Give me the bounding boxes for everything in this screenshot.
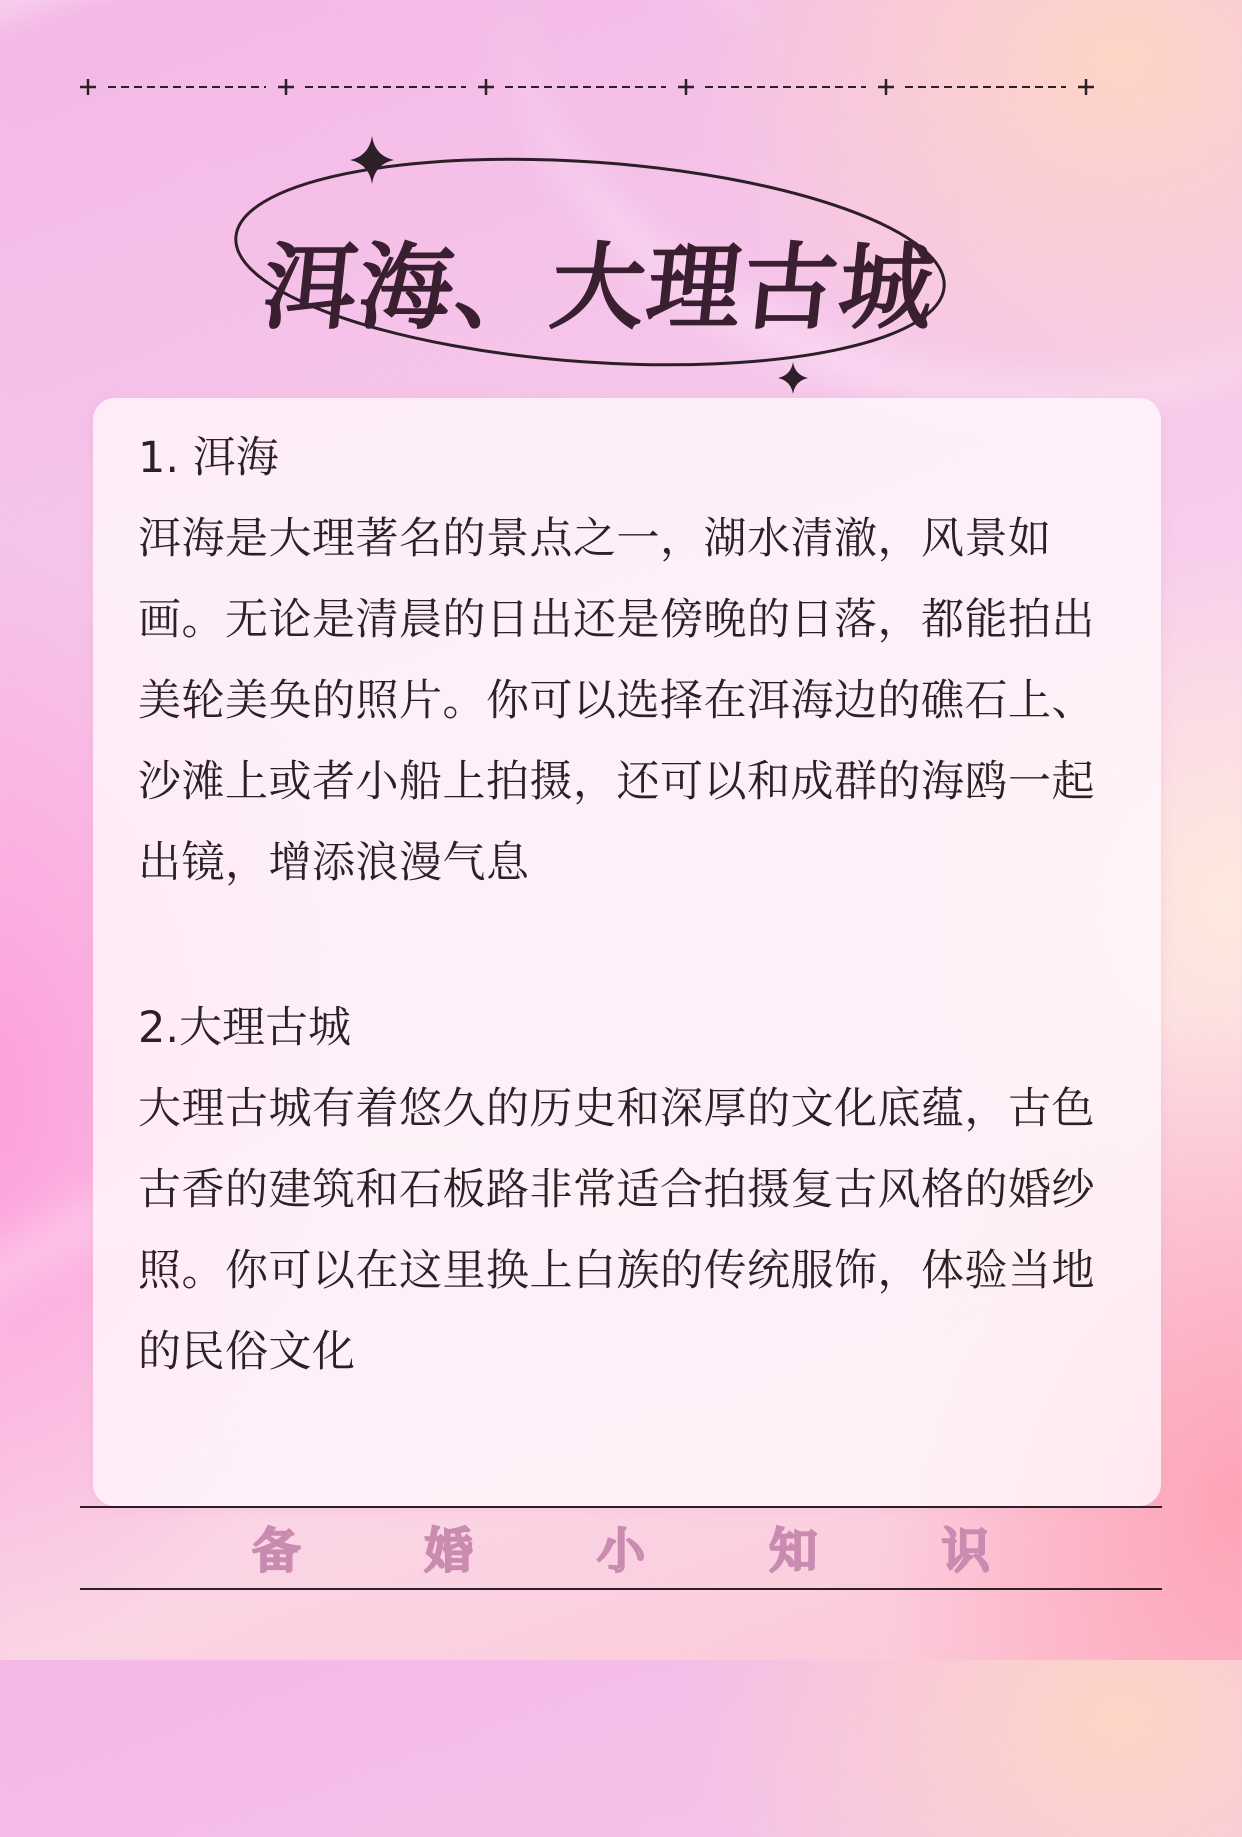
dashed-divider: [80, 72, 1162, 102]
sparkle-icon: [350, 136, 394, 184]
footer-char: 备: [252, 1523, 301, 1579]
content-card: [93, 398, 1161, 1506]
section-erhai: [138, 418, 1128, 904]
footer-char: 小: [596, 1523, 645, 1579]
section-heading: 1. 洱海: [138, 433, 279, 483]
footer-divider-bottom: [80, 1588, 1162, 1590]
section-dali-old-town: [138, 988, 1128, 1393]
page-title: 洱海、大理古城: [257, 234, 941, 343]
footer-tagline: [80, 1514, 1162, 1588]
sparkle-icon: [778, 362, 808, 394]
footer-char: 婚: [424, 1523, 473, 1579]
section-heading: 2.大理古城: [138, 1003, 352, 1053]
section-body: 大理古城有着悠久的历史和深厚的文化底蕴，古色古香的建筑和石板路非常适合拍摄复古风格的婚纱照。你可以在这里换上白族的传统服饰，体验当地的民俗文化: [138, 1084, 1095, 1377]
section-body: 洱海是大理著名的景点之一，湖水清澈，风景如画。无论是清晨的日出还是傍晚的日落，都能拍出美轮美奂的照片。你可以选择在洱海边的礁石上、沙滩上或者小船上拍摄，还可以和成群的海鸥一起出镜，增添浪漫气息: [138, 514, 1095, 888]
footer-char: 知: [769, 1523, 818, 1579]
title-block: [220, 130, 980, 400]
footer-divider-top: [80, 1506, 1162, 1508]
footer-char: 识: [941, 1523, 990, 1579]
